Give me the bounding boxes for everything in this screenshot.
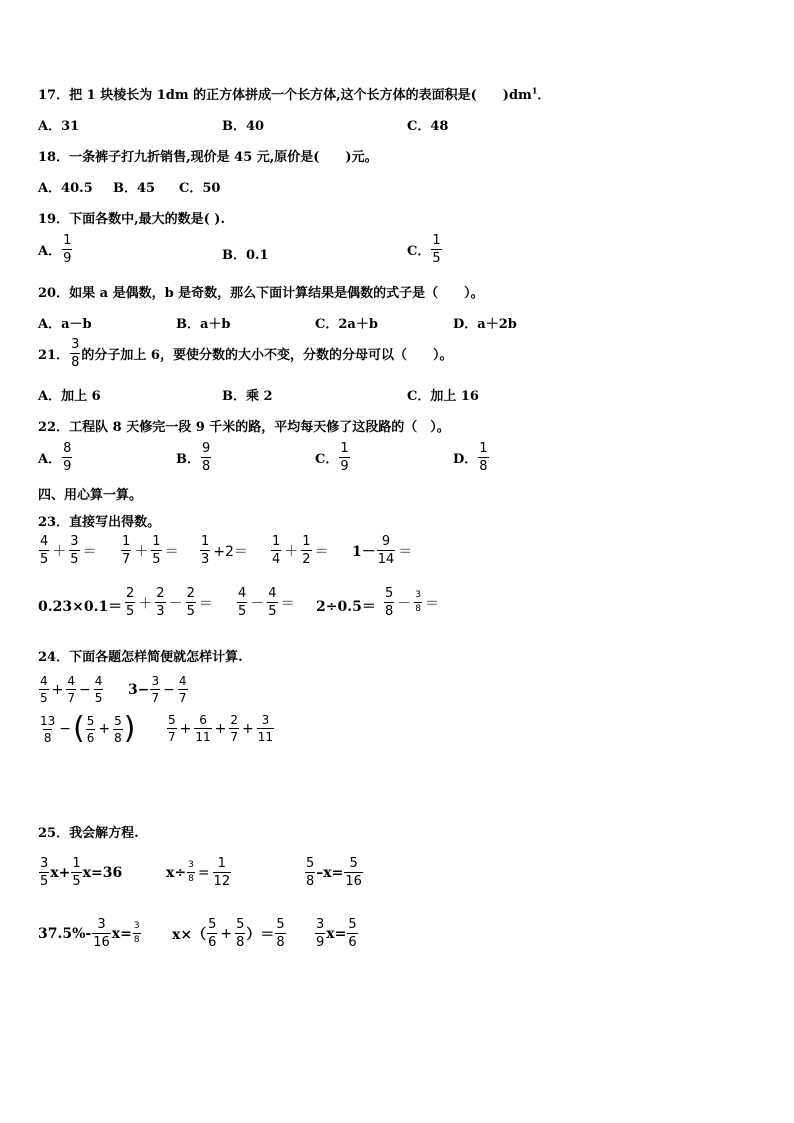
fraction <box>229 714 239 743</box>
numerator: 9 <box>381 534 391 549</box>
fraction <box>267 587 277 618</box>
numerator: 4 <box>238 586 247 601</box>
fraction <box>271 535 281 566</box>
question-17 <box>38 84 550 103</box>
denominator: 5 <box>40 691 48 705</box>
fraction <box>71 857 81 888</box>
operator: + <box>179 720 192 737</box>
fraction <box>200 535 210 566</box>
q22-option-d <box>453 442 490 473</box>
fraction <box>478 442 488 473</box>
numerator: 1 <box>302 534 311 549</box>
numerator: 5 <box>236 917 245 932</box>
fraction <box>257 714 274 743</box>
q22-option-a <box>38 442 73 473</box>
numerator: 4 <box>40 674 48 688</box>
fraction <box>275 918 285 949</box>
q19-option-a <box>38 234 73 265</box>
q17-option-a: A．31 <box>38 119 80 134</box>
numerator: 3 <box>40 856 49 871</box>
term: x= <box>326 925 347 942</box>
denominator: 8 <box>71 355 80 370</box>
denominator: 5 <box>40 874 49 889</box>
denominator: 7 <box>178 691 187 705</box>
q21-option-a: A．加上 6 <box>38 389 101 404</box>
expression <box>236 587 297 618</box>
fraction <box>66 675 76 704</box>
question-17-end: ． <box>537 88 551 103</box>
fraction <box>347 918 357 949</box>
operator: ＝ <box>314 543 329 560</box>
fraction <box>70 338 80 369</box>
denominator: 5 <box>152 552 161 567</box>
term: x=36 <box>82 864 123 881</box>
question-20: 20．如果 a 是偶数，b 是奇数，那么下面计算结果是偶数的式子是（ ）。 <box>38 286 484 301</box>
denominator: 8 <box>236 935 245 950</box>
expression <box>38 675 104 704</box>
q21-option-c: C．加上 16 <box>407 389 479 404</box>
denominator: 12 <box>213 874 231 889</box>
fraction <box>113 715 123 744</box>
numerator: 5 <box>349 856 358 871</box>
q17-option-b: B．40 <box>222 119 265 134</box>
denominator: 7 <box>67 691 76 705</box>
numerator: 1 <box>122 534 131 549</box>
denominator: 5 <box>40 552 49 567</box>
q22-option-c <box>315 442 351 473</box>
denominator: 8 <box>133 935 140 945</box>
operator: ＝ <box>425 595 440 612</box>
fraction <box>194 714 211 743</box>
q21-option-b: B．乘 2 <box>222 389 273 404</box>
q18-option-b: B．45 <box>113 181 156 196</box>
numerator: 3 <box>316 917 325 932</box>
fraction <box>178 675 188 704</box>
numerator: 3 <box>133 921 140 931</box>
numerator: 4 <box>40 534 49 549</box>
fraction <box>187 861 195 884</box>
term: x÷ <box>166 864 187 881</box>
fraction <box>121 535 131 566</box>
denominator: 5 <box>268 604 277 619</box>
denominator: 8 <box>188 874 194 884</box>
question-21 <box>38 338 452 369</box>
fraction <box>315 918 325 949</box>
denominator: 9 <box>63 459 72 474</box>
denominator: 8 <box>479 459 488 474</box>
denominator: 5 <box>126 604 135 619</box>
q18-option-c: C．50 <box>179 181 221 196</box>
q20-option-a: A．a－b <box>38 317 92 332</box>
numerator: 5 <box>348 917 357 932</box>
numerator: 1 <box>152 534 161 549</box>
question-number: 21． <box>38 348 70 363</box>
expression <box>124 587 215 618</box>
fraction <box>62 442 72 473</box>
numerator: 1 <box>432 233 441 248</box>
denominator: 3 <box>156 604 165 619</box>
q20-option-d: D．a＋2b <box>453 317 517 332</box>
question-24: 24．下面各题怎样简便就怎样计算. <box>38 650 243 665</box>
denominator: 11 <box>195 730 211 744</box>
operator: ＋ <box>52 543 67 560</box>
fraction <box>384 587 394 618</box>
equation <box>38 918 142 949</box>
operator: + <box>214 720 227 737</box>
fraction <box>125 587 135 618</box>
operator: ＝ <box>280 595 295 612</box>
fraction <box>339 442 349 473</box>
numerator: 3 <box>70 534 79 549</box>
denominator: 14 <box>377 552 395 567</box>
numerator: 1 <box>479 441 488 456</box>
numerator: 2 <box>230 713 239 727</box>
numerator: 4 <box>67 674 76 688</box>
numerator: 5 <box>168 713 176 727</box>
term: x×（ <box>172 926 207 943</box>
expression <box>128 675 189 704</box>
fraction <box>94 675 104 704</box>
equation <box>314 918 359 949</box>
numerator: 5 <box>306 856 315 871</box>
q19-option-c <box>407 234 443 265</box>
fraction <box>201 442 211 473</box>
fraction <box>133 922 141 945</box>
numerator: 5 <box>276 917 285 932</box>
numerator: 3 <box>261 713 270 727</box>
numerator: 8 <box>63 441 72 456</box>
superscript: 1 <box>531 85 538 96</box>
denominator: 16 <box>93 935 110 950</box>
question-23: 23．直接写出得数。 <box>38 515 161 530</box>
term: 37.5%- <box>38 925 92 942</box>
denominator: 5 <box>186 604 195 619</box>
denominator: 5 <box>94 691 103 705</box>
numerator: 5 <box>385 586 394 601</box>
option-label: C． <box>407 244 431 259</box>
numerator: 9 <box>202 441 211 456</box>
question-18: 18．一条裤子打九折销售,现价是 45 元,原价是( )元。 <box>38 150 378 165</box>
fraction <box>39 857 49 888</box>
term: –x= <box>316 864 344 881</box>
question-19: 19．下面各数中,最大的数是( ). <box>38 212 225 227</box>
numerator: 1 <box>72 856 81 871</box>
denominator: 5 <box>72 874 81 889</box>
numerator: 3 <box>188 860 194 870</box>
q18-option-a: A．40.5 <box>38 181 93 196</box>
question-25: 25．我会解方程. <box>38 826 139 841</box>
expression <box>166 714 275 743</box>
denominator: 7 <box>230 730 239 744</box>
denominator: 3 <box>201 552 210 567</box>
operator: +2＝ <box>213 543 248 560</box>
operator: = <box>197 864 210 881</box>
numerator: 1 <box>201 534 210 549</box>
fraction <box>39 535 49 566</box>
fraction <box>237 587 247 618</box>
denominator: 4 <box>272 552 281 567</box>
fraction <box>414 591 422 614</box>
numerator: 3 <box>151 674 160 688</box>
denominator: 16 <box>345 874 362 889</box>
denominator: 8 <box>415 604 422 614</box>
fraction <box>151 535 161 566</box>
term: 3− <box>128 681 150 698</box>
term: x= <box>111 925 132 942</box>
denominator: 8 <box>306 874 315 889</box>
fraction <box>186 587 196 618</box>
denominator: 9 <box>63 251 72 266</box>
operator: ＋ <box>138 595 153 612</box>
numerator: 3 <box>97 917 106 932</box>
operator: － <box>168 595 183 612</box>
expression: 0.23×0.1＝ <box>38 599 123 615</box>
numerator: 1 <box>272 534 281 549</box>
fraction <box>235 918 245 949</box>
expression <box>38 711 136 746</box>
numerator: 3 <box>415 590 422 600</box>
denominator: 6 <box>208 935 217 950</box>
denominator: 9 <box>340 459 349 474</box>
numerator: 1 <box>63 233 72 248</box>
denominator: 5 <box>70 552 79 567</box>
equation <box>172 918 287 949</box>
operator: ＝ <box>198 595 213 612</box>
expression <box>120 535 181 566</box>
equation <box>38 857 122 888</box>
option-label: A． <box>38 452 62 467</box>
denominator: 6 <box>348 935 357 950</box>
denominator: 8 <box>276 935 285 950</box>
operator: − <box>79 681 91 698</box>
fraction <box>377 535 396 566</box>
q20-option-c: C．2a＋b <box>315 317 378 332</box>
denominator: 2 <box>302 552 311 567</box>
denominator: 8 <box>114 730 122 745</box>
expression: 2÷0.5＝ <box>316 599 376 615</box>
fraction <box>213 857 232 888</box>
fraction <box>86 715 96 744</box>
denominator: 9 <box>316 935 325 950</box>
option-label: B． <box>176 452 200 467</box>
numerator: 6 <box>199 713 207 727</box>
numerator: 13 <box>40 713 56 728</box>
option-label: C． <box>315 452 339 467</box>
fraction <box>39 675 49 704</box>
q22-option-b <box>176 442 212 473</box>
denominator: 5 <box>432 251 441 266</box>
denominator: 8 <box>202 459 211 474</box>
expression <box>199 535 250 566</box>
operator: + <box>51 681 64 698</box>
operator: － <box>397 595 412 612</box>
operator: − <box>59 721 72 737</box>
fraction <box>344 857 363 888</box>
fraction <box>62 234 72 265</box>
denominator: 7 <box>151 691 160 705</box>
term: ）＝ <box>246 926 275 943</box>
operator: + <box>242 720 254 737</box>
question-17-text: 17．把 1 块棱长为 1dm 的正方体拼成一个长方体,这个长方体的表面积是( )dm <box>38 88 532 103</box>
expression <box>38 535 99 566</box>
term: 1－ <box>352 543 376 560</box>
q20-option-b: B．a＋b <box>176 317 231 332</box>
operator: + <box>220 925 233 942</box>
q17-option-c: C．48 <box>407 119 449 134</box>
fraction <box>301 535 311 566</box>
denominator: 5 <box>238 604 247 619</box>
numerator: 4 <box>268 586 277 601</box>
numerator: 5 <box>208 917 217 932</box>
fraction <box>431 234 441 265</box>
denominator: 7 <box>168 730 176 744</box>
fraction <box>305 857 315 888</box>
fraction <box>92 918 111 949</box>
expression <box>383 587 441 618</box>
numerator: 5 <box>114 713 122 728</box>
option-label: A． <box>38 244 62 259</box>
right-paren: ) <box>123 711 136 746</box>
numerator: 4 <box>94 674 103 688</box>
numerator: 1 <box>340 441 349 456</box>
denominator: 8 <box>385 604 394 619</box>
numerator: 4 <box>178 674 187 688</box>
operator: ＝ <box>398 543 413 560</box>
denominator: 11 <box>257 730 274 744</box>
option-label: D． <box>453 452 478 467</box>
operator: ＋ <box>134 543 149 560</box>
fraction <box>207 918 217 949</box>
question-21-text: 的分子加上 6，要使分数的大小不变，分数的分母可以（ ）。 <box>81 348 453 363</box>
q19-option-b: B．0.1 <box>222 248 269 263</box>
denominator: 7 <box>122 552 131 567</box>
equation <box>166 857 232 888</box>
operator: + <box>98 721 111 737</box>
operator: ＝ <box>82 543 97 560</box>
numerator: 5 <box>86 713 95 728</box>
fraction <box>69 535 79 566</box>
fraction <box>39 715 56 744</box>
expression <box>270 535 331 566</box>
term: x+ <box>50 864 71 881</box>
operator: ＋ <box>284 543 299 560</box>
operator: － <box>250 595 265 612</box>
fraction <box>150 675 160 704</box>
equation <box>304 857 364 888</box>
fraction <box>155 587 165 618</box>
section-heading: 四、用心算一算。 <box>38 488 143 503</box>
fraction <box>167 714 177 743</box>
denominator: 8 <box>43 730 52 745</box>
operator: ＝ <box>164 543 179 560</box>
numerator: 1 <box>217 856 226 871</box>
expression <box>352 535 414 566</box>
denominator: 6 <box>86 730 95 745</box>
numerator: 2 <box>156 586 165 601</box>
numerator: 3 <box>71 337 80 352</box>
question-22: 22．工程队 8 天修完一段 9 千米的路，平均每天修了这段路的（ ）。 <box>38 420 450 435</box>
numerator: 2 <box>186 586 195 601</box>
operator: − <box>163 681 175 698</box>
numerator: 2 <box>126 586 135 601</box>
left-paren: ( <box>73 711 85 746</box>
